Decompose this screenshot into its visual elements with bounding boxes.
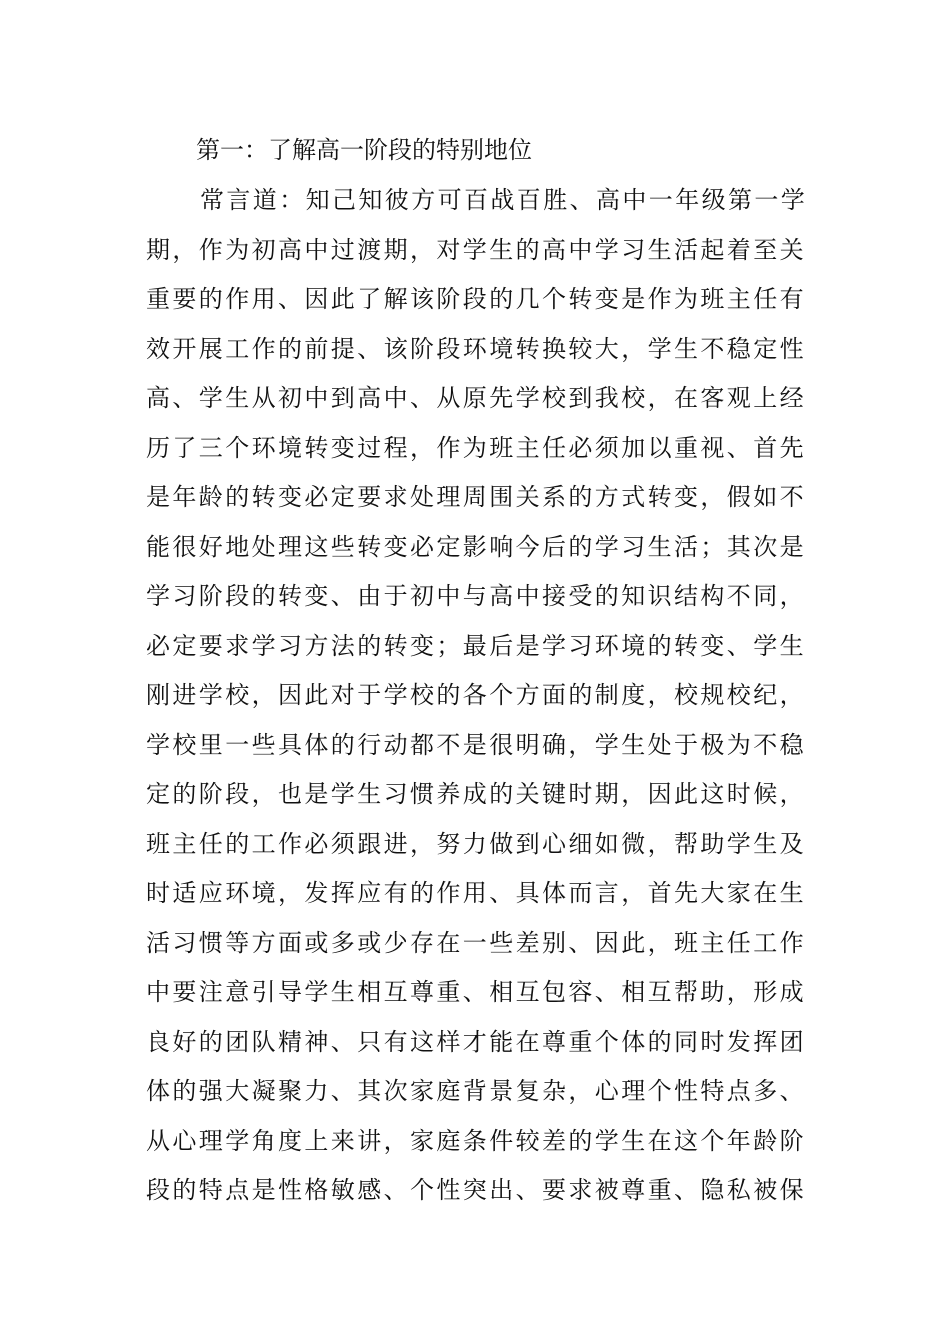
paragraph-line: 刚进学校，因此对于学校的各个方面的制度，校规校纪， <box>146 681 806 709</box>
paragraph-line: 活习惯等方面或多或少存在一些差别、因此，班主任工作 <box>146 928 806 957</box>
paragraph-line: 常言道：知己知彼方可百战百胜、高中一年级第一学 <box>200 186 808 214</box>
body-paragraph <box>146 182 810 1222</box>
paragraph-line: 体的强大凝聚力、其次家庭背景复杂，心理个性特点多、 <box>146 1077 806 1105</box>
paragraph-line: 定的阶段，也是学生习惯养成的关键时期，因此这时候， <box>146 780 806 808</box>
paragraph-line: 中要注意引导学生相互尊重、相互包容、相互帮助，形成 <box>146 978 806 1006</box>
paragraph-line: 良好的团队精神、只有这样才能在尊重个体的同时发挥团 <box>146 1027 806 1056</box>
paragraph-line: 必定要求学习方法的转变；最后是学习环境的转变、学生 <box>146 631 806 660</box>
section-heading: 第一：了解高一阶段的特别地位 <box>196 136 532 164</box>
paragraph-line: 效开展工作的前提、该阶段环境转换较大，学生不稳定性 <box>146 334 806 363</box>
paragraph-line: 时适应环境，发挥应有的作用、具体而言，首先大家在生 <box>146 879 806 907</box>
paragraph-line: 从心理学角度上来讲，家庭条件较差的学生在这个年龄阶 <box>146 1126 806 1155</box>
paragraph-line: 是年龄的转变必定要求处理周围关系的方式转变，假如不 <box>146 483 806 511</box>
paragraph-line: 能很好地处理这些转变必定影响今后的学习生活；其次是 <box>146 532 806 561</box>
paragraph-line: 重要的作用、因此了解该阶段的几个转变是作为班主任有 <box>146 285 806 313</box>
paragraph-line: 段的特点是性格敏感、个性突出、要求被尊重、隐私被保 <box>146 1176 806 1204</box>
paragraph-line: 学习阶段的转变、由于初中与高中接受的知识结构不同， <box>146 582 806 610</box>
paragraph-line: 期，作为初高中过渡期，对学生的高中学习生活起着至关 <box>146 235 806 264</box>
paragraph-line: 高、学生从初中到高中、从原先学校到我校，在客观上经 <box>146 384 806 412</box>
paragraph-line: 历了三个环境转变过程，作为班主任必须加以重视、首先 <box>146 433 806 462</box>
paragraph-line: 学校里一些具体的行动都不是很明确，学生处于极为不稳 <box>146 730 806 759</box>
paragraph-line: 班主任的工作必须跟进，努力做到心细如微，帮助学生及 <box>146 829 806 858</box>
